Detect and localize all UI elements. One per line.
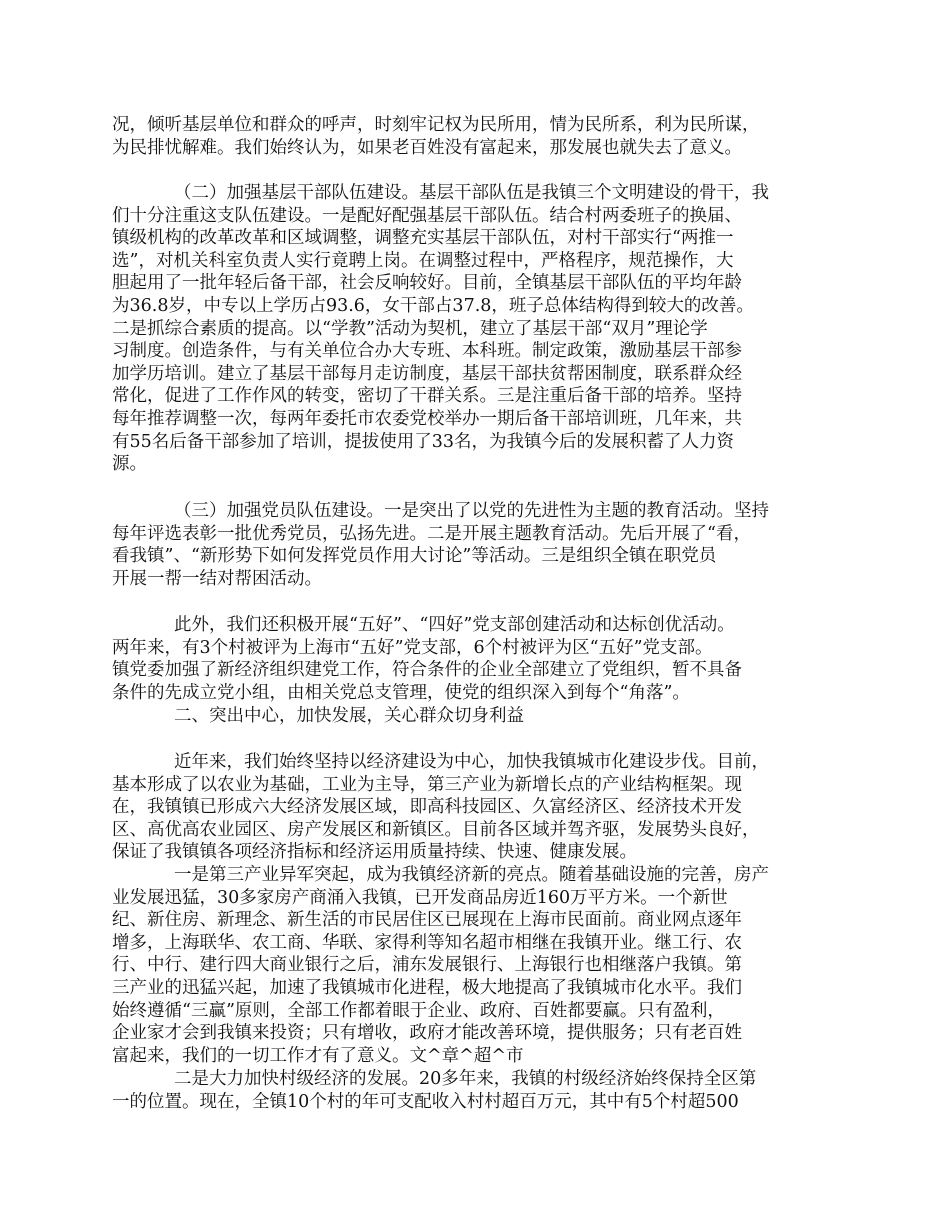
text-line: 况，倾听基层单位和群众的呼声，时刻牢记权为民所用，情为民所系，利为民所谋， bbox=[112, 115, 760, 135]
text-line: 们十分注重这支队伍建设。一是配好配强基层干部队伍。结合村两委班子的换届、 bbox=[112, 205, 742, 226]
paragraph-party-members bbox=[112, 500, 828, 590]
text-line: 胆起用了一批年轻后备干部，社会反响较好。目前，全镇基层干部队伍的平均年龄 bbox=[112, 273, 742, 294]
text-line: 企业家才会到我镇来投资；只有增收，政府才能改善环境，提供服务；只有老百姓 bbox=[112, 1023, 742, 1044]
text-line: 看我镇”、“新形势下如何发挥党员作用大讨论”等活动。三是组织全镇在职党员 bbox=[112, 546, 717, 567]
paragraph-tertiary-industry bbox=[112, 864, 828, 1067]
text-line: 镇级机构的改革改革和区域调整，调整充实基层干部队伍，对村干部实行“两推一 bbox=[112, 228, 734, 249]
paragraph-party-branches bbox=[112, 614, 828, 704]
text-line: 习制度。创造条件，与有关单位合办大专班、本科班。制定政策，激励基层干部参 bbox=[112, 341, 742, 362]
text-line: 开展一帮一结对帮困活动。 bbox=[112, 568, 322, 589]
text-line: 在，我镇镇已形成六大经济发展区域，即高科技园区、久富经济区、经济技术开发 bbox=[112, 797, 742, 818]
text-line: 行、中行、建行四大商业银行之后，浦东发展银行、上海银行也相继落户我镇。第 bbox=[112, 955, 742, 976]
text-line: 业发展迅猛，30多家房产商涌入我镇，已开发商品房近160万平方米。一个新世 bbox=[112, 887, 728, 908]
text-line: 为36.8岁，中专以上学历占93.6，女干部占37.8，班子总体结构得到较大的改善。 bbox=[112, 295, 754, 316]
text-line: 常化，促进了工作作风的转变，密切了干群关系。三是注重后备干部的培养。坚持 bbox=[112, 386, 742, 407]
text-line: 始终遵循“三赢”原则，全部工作都着眼于企业、政府、百姓都要赢。只有盈利， bbox=[112, 1000, 725, 1021]
text-line: 每年推荐调整一次，每两年委托市农委党校举办一期后备干部培训班，几年来，共 bbox=[112, 408, 742, 429]
text-line: 加学历培训。建立了基层干部每月走访制度，基层干部扶贫帮困制度，联系群众经 bbox=[112, 363, 742, 384]
text-line: 二是抓综合素质的提高。以“学教”活动为契机，建立了基层干部“双月”理论学 bbox=[112, 318, 708, 339]
text-line: 为民排忧解难。我们始终认为，如果老百姓没有富起来，那发展也就失去了意义。 bbox=[112, 137, 742, 158]
text-line: （三）加强党员队伍建设。一是突出了以党的先进性为主题的教育活动。坚持 bbox=[174, 501, 769, 521]
text-line: 每年评选表彰一批优秀党员，弘扬先进。二是开展主题教育活动。先后开展了“看， bbox=[112, 523, 751, 544]
text-line: 保证了我镇镇各项经济指标和经济运用质量持续、快速、健康发展。 bbox=[112, 842, 637, 863]
text-line: 纪、新住房、新理念、新生活的市民居住区已展现在上海市民面前。商业网点逐年 bbox=[112, 910, 742, 931]
text-line: 源。 bbox=[112, 454, 147, 475]
paragraph-village-economy bbox=[112, 1068, 828, 1113]
text-line: 二、突出中心，加快发展，关心群众切身利益 bbox=[174, 706, 524, 726]
paragraph-continuation bbox=[112, 114, 828, 159]
text-line: 一是第三产业异军突起，成为我镇经济新的亮点。随着基础设施的完善，房产 bbox=[174, 865, 769, 885]
text-line: 基本形成了以农业为基础，工业为主导，第三产业为新增长点的产业结构框架。现 bbox=[112, 774, 742, 795]
section-heading bbox=[112, 705, 828, 728]
paragraph-economic-center bbox=[112, 751, 828, 864]
text-line: 近年来，我们始终坚持以经济建设为中心，加快我镇城市化建设步伐。目前， bbox=[174, 752, 769, 772]
text-line: 富起来，我们的一切工作才有了意义。文^章^超^市 bbox=[112, 1045, 524, 1066]
text-line: 此外，我们还积极开展“五好”、“四好”党支部创建活动和达标创优活动。 bbox=[174, 615, 735, 635]
text-line: 二是大力加快村级经济的发展。20多年来，我镇的村级经济始终保持全区第 bbox=[174, 1069, 757, 1089]
text-line: 增多，上海联华、农工商、华联、家得利等知名超市相继在我镇开业。继工行、农 bbox=[112, 932, 742, 953]
text-line: 条件的先成立党小组，由相关党总支管理，使党的组织深入到每个“角落”。 bbox=[112, 682, 690, 703]
text-line: 区、高优高农业园区、房产发展区和新镇区。目前各区域并驾齐驱，发展势头良好， bbox=[112, 819, 760, 840]
paragraph-cadre-team bbox=[112, 182, 828, 476]
text-line: （二）加强基层干部队伍建设。基层干部队伍是我镇三个文明建设的骨干，我 bbox=[174, 183, 769, 203]
text-line: 三产业的迅猛兴起，加速了我镇城市化进程，极大地提高了我镇城市化水平。我们 bbox=[112, 977, 742, 998]
text-line: 镇党委加强了新经济组织建党工作，符合条件的企业全部建立了党组织，暂不具备 bbox=[112, 660, 742, 681]
text-line: 选”，对机关科室负责人实行竟聘上岗。在调整过程中，严格程序，规范操作，大 bbox=[112, 250, 734, 271]
text-line: 一的位置。现在，全镇10个村的年可支配收入村村超百万元，其中有5个村超500 bbox=[112, 1091, 739, 1112]
text-line: 有55名后备干部参加了培训，提拔使用了33名，为我镇今后的发展积蓄了人力资 bbox=[112, 431, 735, 452]
text-line: 两年来，有3个村被评为上海市“五好”党支部，6个村被评为区“五好”党支部。 bbox=[112, 637, 713, 658]
